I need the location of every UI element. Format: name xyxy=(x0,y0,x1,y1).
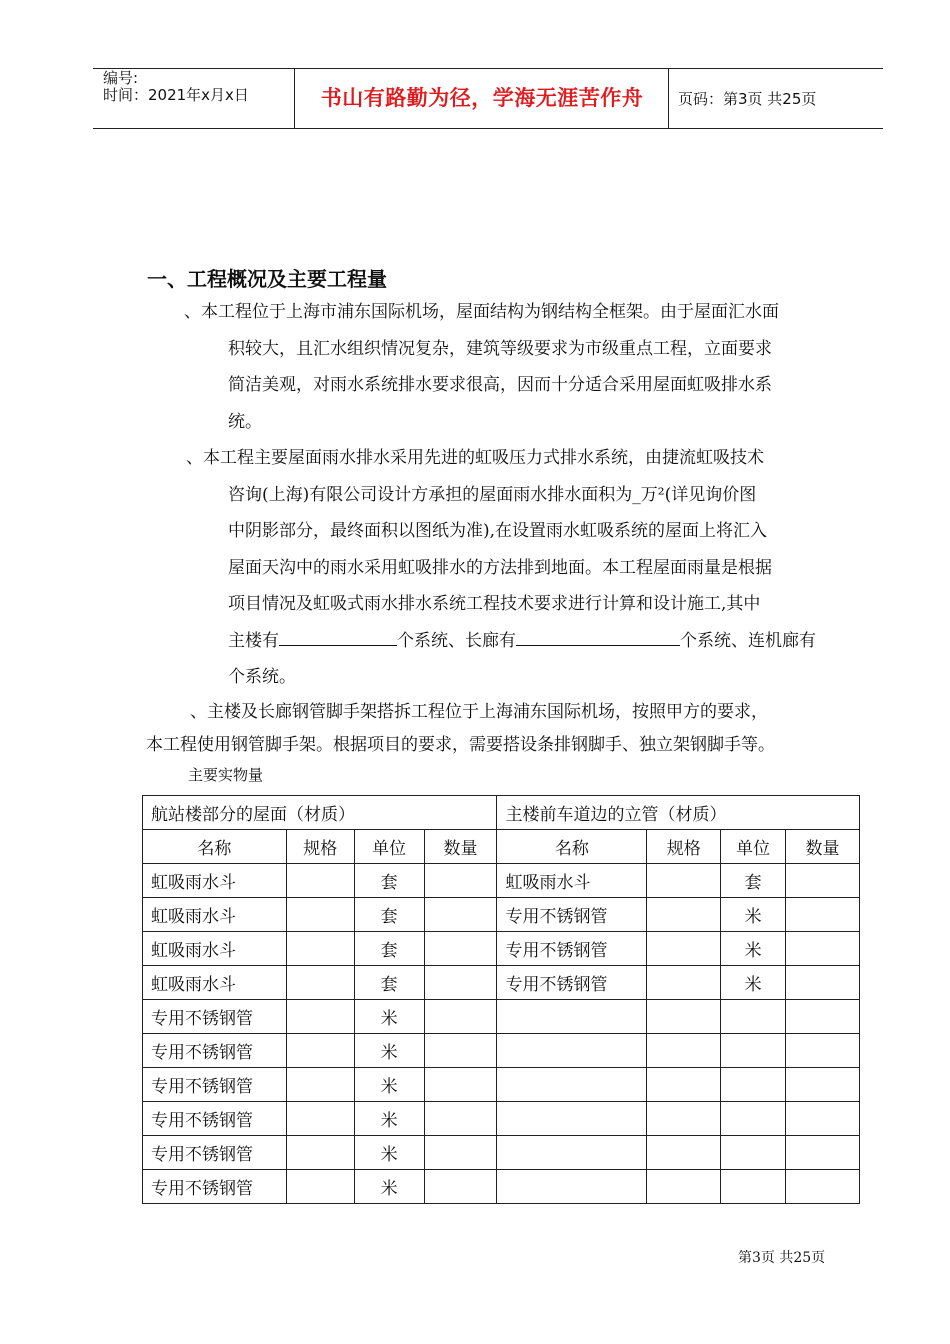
table-row xyxy=(143,966,860,1000)
table-cell xyxy=(786,898,860,932)
table-cell xyxy=(647,1000,721,1034)
header-meta xyxy=(103,70,249,104)
table-cell xyxy=(424,1000,497,1034)
paragraph-line: 积较大，且汇水组织情况复杂，建筑等级要求为市级重点工程，立面要求 xyxy=(228,338,772,359)
table-cell xyxy=(786,1102,860,1136)
paragraph-2 xyxy=(186,440,816,696)
table-cell xyxy=(497,1068,647,1102)
blank-label-main-building: 主楼有 xyxy=(228,630,279,651)
paragraph-line: 简洁美观，对雨水系统排水要求很高，因而十分适合采用屋面虹吸排水系 xyxy=(228,375,772,395)
paragraph-line: 统。 xyxy=(228,411,262,432)
table-cell: 米 xyxy=(354,1170,424,1204)
table-cell xyxy=(424,898,497,932)
blank-label-connector: 个系统、连机廊有 xyxy=(680,630,816,651)
table-cell xyxy=(497,1102,647,1136)
table-cell: 专用不锈钢管 xyxy=(143,1068,287,1102)
table-cell: 专用不锈钢管 xyxy=(143,1000,287,1034)
paragraph-line: 、主楼及长廊钢管脚手架搭拆工程位于上海浦东国际机场，按照甲方的要求， xyxy=(190,702,768,722)
table-group-right: 主楼前车道边的立管（材质） xyxy=(497,796,860,830)
header-bottom-rule xyxy=(93,128,883,129)
paragraph-line: 个系统。 xyxy=(228,667,296,687)
table-cell xyxy=(721,1068,786,1102)
table-cell: 套 xyxy=(354,966,424,1000)
table-cell: 米 xyxy=(354,1034,424,1068)
table-cell: 专用不锈钢管 xyxy=(143,1170,287,1204)
table-cell xyxy=(647,1068,721,1102)
table-cell: 虹吸雨水斗 xyxy=(143,932,287,966)
column-header: 单位 xyxy=(721,830,786,864)
doc-number-label: 编号: xyxy=(103,69,139,87)
table-cell: 米 xyxy=(354,1068,424,1102)
table-cell: 虹吸雨水斗 xyxy=(497,864,647,898)
column-header: 规格 xyxy=(286,830,354,864)
table-row xyxy=(143,1034,860,1068)
column-header: 规格 xyxy=(647,830,721,864)
table-row xyxy=(143,1136,860,1170)
paragraph-3 xyxy=(146,696,775,762)
table-row xyxy=(143,1170,860,1204)
table-cell xyxy=(286,1136,354,1170)
table-header-row xyxy=(143,830,860,864)
table-cell xyxy=(786,932,860,966)
paragraph-line-with-blanks xyxy=(186,623,816,660)
table-cell: 虹吸雨水斗 xyxy=(143,898,287,932)
header-top-rule xyxy=(93,68,883,69)
table-caption: 主要实物量 xyxy=(188,766,264,784)
header-divider xyxy=(294,68,295,128)
table-cell xyxy=(424,1170,497,1204)
table-cell: 套 xyxy=(354,932,424,966)
table-cell xyxy=(786,1136,860,1170)
table-cell xyxy=(647,864,721,898)
table-cell xyxy=(497,1136,647,1170)
table-cell: 专用不锈钢管 xyxy=(143,1102,287,1136)
column-header: 单位 xyxy=(354,830,424,864)
table-cell xyxy=(286,1102,354,1136)
table-cell xyxy=(647,1034,721,1068)
column-header: 名称 xyxy=(143,830,287,864)
table-cell xyxy=(786,864,860,898)
table-cell: 专用不锈钢管 xyxy=(143,1034,287,1068)
page-footer: 第3页 共25页 xyxy=(738,1250,826,1266)
table-cell: 专用不锈钢管 xyxy=(497,932,647,966)
header-page-number: 页码：第3页 共25页 xyxy=(678,90,817,108)
table-cell xyxy=(497,1170,647,1204)
table-cell xyxy=(424,932,497,966)
table-cell xyxy=(721,1136,786,1170)
table-cell xyxy=(786,1034,860,1068)
table-cell xyxy=(286,932,354,966)
paragraph-line: 本工程使用钢管脚手架。根据项目的要求，需要搭设条排钢脚手、独立架钢脚手等。 xyxy=(146,735,775,755)
table-cell xyxy=(647,1170,721,1204)
table-cell: 米 xyxy=(354,1136,424,1170)
table-cell xyxy=(721,1000,786,1034)
section-heading: 一、工程概况及主要工程量 xyxy=(147,267,387,291)
paragraph-line: 、本工程主要屋面雨水排水采用先进的虹吸压力式排水系统，由捷流虹吸技术 xyxy=(186,448,764,468)
fill-blank xyxy=(279,623,397,646)
table-row xyxy=(143,864,860,898)
doc-time-label: 时间：2021年x月x日 xyxy=(103,86,249,104)
table-row xyxy=(143,932,860,966)
table-cell xyxy=(647,932,721,966)
table-cell xyxy=(286,966,354,1000)
table-cell xyxy=(497,1034,647,1068)
table-cell: 专用不锈钢管 xyxy=(497,898,647,932)
quantities-table xyxy=(142,795,860,1204)
table-cell xyxy=(647,1136,721,1170)
table-cell xyxy=(721,1170,786,1204)
table-row xyxy=(143,1000,860,1034)
table-cell xyxy=(721,1034,786,1068)
header-motto: 书山有路勤为径，学海无涯苦作舟 xyxy=(320,86,644,110)
table-cell: 米 xyxy=(354,1102,424,1136)
table-cell xyxy=(497,1000,647,1034)
header-divider xyxy=(668,68,669,128)
table-cell xyxy=(647,898,721,932)
table-cell: 虹吸雨水斗 xyxy=(143,966,287,1000)
table-cell xyxy=(786,966,860,1000)
table-cell xyxy=(424,1136,497,1170)
fill-blank xyxy=(516,623,680,646)
table-cell: 套 xyxy=(721,864,786,898)
table-cell xyxy=(424,1068,497,1102)
table-cell: 专用不锈钢管 xyxy=(497,966,647,1000)
table-row xyxy=(143,1102,860,1136)
table-cell xyxy=(286,1000,354,1034)
table-cell xyxy=(424,1034,497,1068)
table-cell: 虹吸雨水斗 xyxy=(143,864,287,898)
table-cell: 米 xyxy=(721,898,786,932)
table-cell xyxy=(424,864,497,898)
table-cell: 米 xyxy=(721,966,786,1000)
paragraph-line: 、本工程位于上海市浦东国际机场，屋面结构为钢结构全框架。由于屋面汇水面 xyxy=(184,302,779,322)
table-row xyxy=(143,1068,860,1102)
column-header: 数量 xyxy=(424,830,497,864)
table-cell: 米 xyxy=(721,932,786,966)
table-cell xyxy=(647,1102,721,1136)
blank-label-corridor: 个系统、长廊有 xyxy=(397,630,516,651)
table-cell: 米 xyxy=(354,1000,424,1034)
paragraph-line: 中阴影部分，最终面积以图纸为准),在设置雨水虹吸系统的屋面上将汇入 xyxy=(228,521,768,541)
table-cell xyxy=(786,1170,860,1204)
table-cell: 专用不锈钢管 xyxy=(143,1136,287,1170)
table-cell xyxy=(286,1034,354,1068)
table-cell xyxy=(286,1170,354,1204)
table-cell xyxy=(786,1068,860,1102)
table-group-row xyxy=(143,796,860,830)
paragraph-1 xyxy=(184,294,779,440)
table-cell xyxy=(286,1068,354,1102)
table-row xyxy=(143,898,860,932)
table-cell xyxy=(721,1102,786,1136)
column-header: 数量 xyxy=(786,830,860,864)
table-cell: 套 xyxy=(354,898,424,932)
table-cell xyxy=(286,864,354,898)
table-cell: 套 xyxy=(354,864,424,898)
paragraph-line: 咨询(上海)有限公司设计方承担的屋面雨水排水面积为_万²(详见询价图 xyxy=(228,484,757,505)
table-group-left: 航站楼部分的屋面（材质） xyxy=(143,796,497,830)
table-cell xyxy=(424,1102,497,1136)
paragraph-line: 屋面天沟中的雨水采用虹吸排水的方法排到地面。本工程屋面雨量是根据 xyxy=(228,557,772,578)
table-cell xyxy=(647,966,721,1000)
table-cell xyxy=(786,1000,860,1034)
table-cell xyxy=(286,898,354,932)
column-header: 名称 xyxy=(497,830,647,864)
table-cell xyxy=(424,966,497,1000)
paragraph-line: 项目情况及虹吸式雨水排水系统工程技术要求进行计算和设计施工,其中 xyxy=(228,594,761,614)
